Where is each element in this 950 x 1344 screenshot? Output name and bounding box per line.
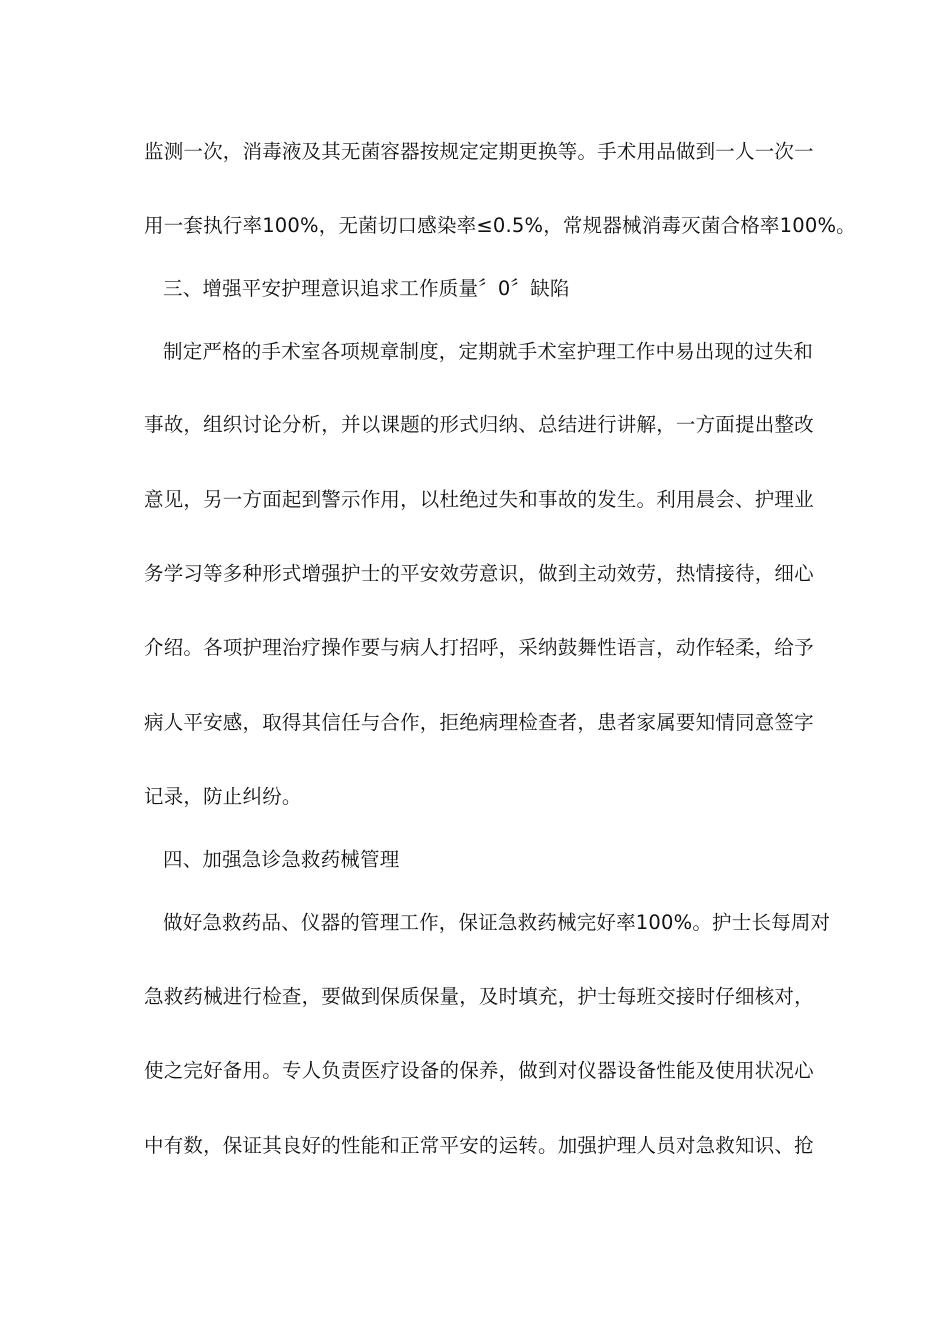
paragraph-line: 病人平安感，取得其信任与合作，拒绝病理检查者，患者家属要知情同意签字 (144, 711, 814, 734)
paragraph-line: 用一套执行率100%，无菌切口感染率≤0.5%，常规器械消毒灭菌合格率100%。 (144, 214, 856, 237)
paragraph-line: 监测一次，消毒液及其无菌容器按规定定期更换等。手术用品做到一人一次一 (144, 140, 814, 163)
paragraph-line: 务学习等多种形式增强护士的平安效劳意识，做到主动效劳，热情接待，细心 (144, 562, 814, 585)
paragraph-line: 介绍。各项护理治疗操作要与病人打招呼，采纳鼓舞性语言，动作轻柔，给予 (144, 636, 814, 659)
section-heading-3: 三、增强平安护理意识追求工作质量〞0〞缺陷 (163, 277, 570, 300)
section-heading-4: 四、加强急诊急救药械管理 (163, 848, 400, 871)
paragraph-line: 中有数，保证其良好的性能和正常平安的运转。加强护理人员对急救知识、抢 (144, 1134, 814, 1157)
paragraph-line: 意见，另一方面起到警示作用，以杜绝过失和事故的发生。利用晨会、护理业 (144, 488, 814, 511)
paragraph-line: 制定严格的手术室各项规章制度，定期就手术室护理工作中易出现的过失和 (163, 340, 814, 363)
paragraph-line: 记录，防止纠纷。 (144, 785, 302, 808)
paragraph-line: 使之完好备用。专人负责医疗设备的保养，做到对仪器设备性能及使用状况心 (144, 1059, 814, 1082)
paragraph-line: 事故，组织讨论分析，并以课题的形式归纳、总结进行讲解，一方面提出整改 (144, 413, 814, 436)
paragraph-line: 急救药械进行检查，要做到保质保量，及时填充，护士每班交接时仔细核对， (144, 985, 814, 1008)
paragraph-line: 做好急救药品、仪器的管理工作，保证急救药械完好率100%。护士长每周对 (163, 911, 831, 934)
